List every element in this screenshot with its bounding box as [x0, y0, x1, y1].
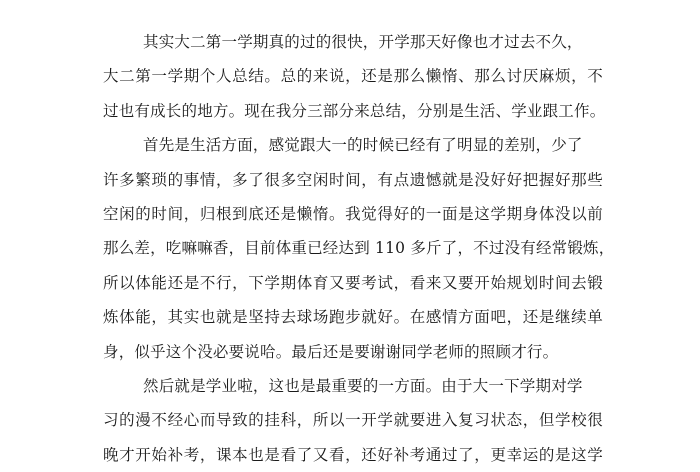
text-line: 许多繁琐的事情，多了很多空闲时间，有点遗憾就是没好好把握好那些	[103, 170, 603, 189]
text-line: 那么差，吃嘛嘛香，目前体重已经达到 110 多斤了，不过没有经常锻炼，	[103, 239, 615, 258]
text-line: 身，似乎这个没必要说哈。最后还是要谢谢同学老师的照顾才行。	[103, 342, 559, 361]
text-line: 大二第一学期个人总结。总的来说，还是那么懒惰、那么讨厌麻烦，不	[103, 67, 603, 86]
text-line: 习的漫不经心而导致的挂科，所以一开学就要进入复习状态，但学校很	[103, 411, 603, 430]
text-line: 晚才开始补考，课本也是看了又看，还好补考通过了，更幸运的是这学	[103, 445, 603, 464]
text-line: 炼体能，其实也就是坚持去球场跑步就好。在感情方面吧，还是继续单	[103, 308, 603, 327]
text-line: 首先是生活方面，感觉跟大一的时候已经有了明显的差别，少了	[143, 136, 583, 155]
text-line: 空闲的时间，归根到底还是懒惰。我觉得好的一面是这学期身体没以前	[103, 204, 603, 223]
document-body	[103, 25, 615, 472]
text-line: 然后就是学业啦，这也是最重要的一方面。由于大一下学期对学	[143, 376, 583, 395]
text-line: 其实大二第一学期真的过的很快，开学那天好像也才过去不久，	[143, 33, 583, 51]
text-line: 过也有成长的地方。现在我分三部分来总结，分别是生活、学业跟工作。	[103, 101, 606, 120]
text-line: 所以体能还是不行，下学期体育又要考试，看来又要开始规划时间去锻	[103, 273, 603, 292]
